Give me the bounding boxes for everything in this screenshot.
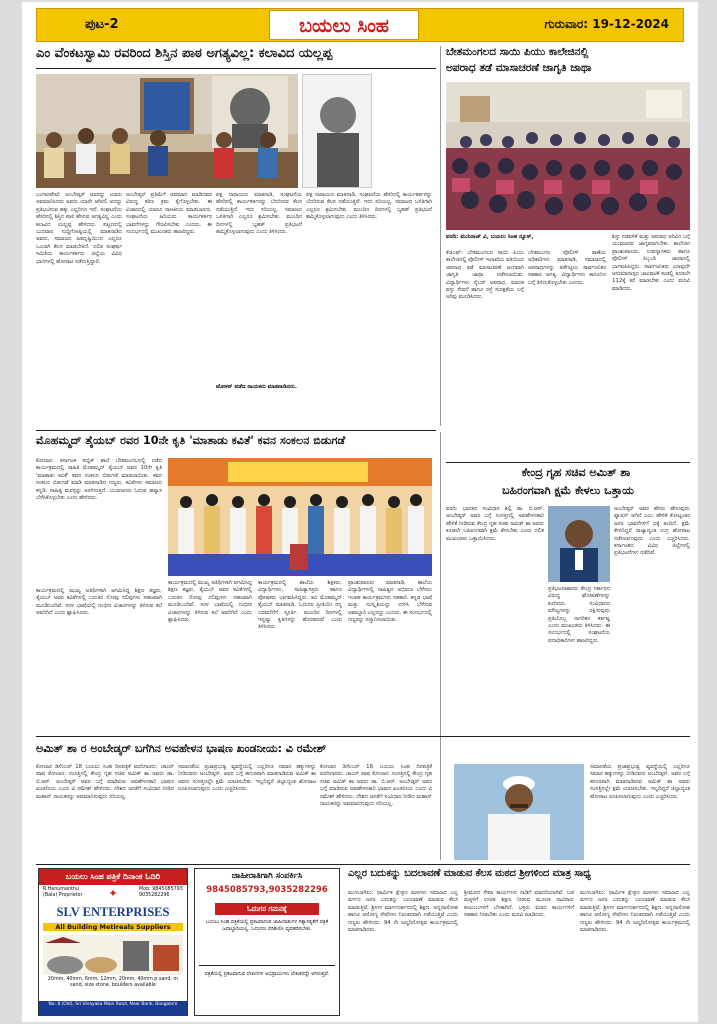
- story1-photo: [36, 74, 298, 188]
- footer-text: ಪತ್ರಿಕೆಯಲ್ಲಿ ಪ್ರಕಟವಾಗುವ ಲೇಖನಗಳ ಅಭಿಪ್ರಾಯಗಳು ಲೇಖಕರದ್ದೇ ಆಗಿರುತ್ತವೆ.: [204, 971, 330, 977]
- building-materials-image: [43, 935, 183, 975]
- divider: [199, 965, 335, 966]
- issue-date: ಗುರುವಾರ: 19-12-2024: [544, 17, 669, 31]
- classified-header: ಬಯಲು ಸಿಂಹ ಪತ್ರಿಕೆ ದಿನಾಂಕ ಓದಿರಿ: [39, 869, 187, 885]
- classified-ad: [38, 868, 188, 1016]
- advertise-header: ಜಾಹೀರಾತಿಗಾಗಿ ಸಂಪರ್ಕಿಸಿ: [231, 871, 303, 881]
- story3-headline: ಮೊಹಮ್ಮದ್ ತೈಯಬ್ ರವರ 10ನೇ ಕೃತಿ 'ಮಾತಾಡು ಕವಿತೆ' ಕವನ ಸಂಕಲನ ಬಿಡುಗಡೆ: [36, 434, 346, 447]
- story1-column-4: ಪಕ್ಷ ನಾರಾಯಣ ಮಾತನಾಡಿ, ಸಂಘಟನೆಯ ಹೆಸರಿನಲ್ಲಿ ಕಾರ್ಯಕರ್ತರನ್ನು ಬೆದರಿಸುವ ಕೆಲಸ ನಡೆಯುತ್ತಿದೆ. ಇದು ಸರಿಯಲ್ಲ. ಸಮಾಜದ ಒಳಿತಿಗಾಗಿ ಎಲ್ಲರೂ ಶ್ರಮಿಸಬೇಕು. ಮುಂದಿನ ದಿನಗಳಲ್ಲಿ ಬೃಹತ್ ಪ್ರತಿಭಟನೆ ಹಮ್ಮಿಕೊಳ್ಳಲಾಗುವುದು ಎಂದು ತಿಳಿಸಿದರು.: [306, 192, 432, 221]
- story6-column-3: ಮುಳಬಾಗಿಲು: ಧಾರ್ಮಿಕ ಕ್ಷೇತ್ರದ ಮಠಗಳು ಸಮಾಜದ ಎಲ್ಲ ವರ್ಗದ ಜನರ ಬದುಕನ್ನು ಬದಲಾವಣೆ ಮಾಡುವ ಕೆಲಸ ಮಾಡುತ್ತಿವೆ. ಶ್ರೀಗಳ ಮಾರ್ಗದರ್ಶನದಲ್ಲಿ ಶಿಕ್ಷಣ, ಅನ್ನದಾಸೋಹ ಹಾಗೂ ಆರೋಗ್ಯ ಸೇವೆಗಳು ನಿರಂತರವಾಗಿ ನಡೆಯುತ್ತಿವೆ ಎಂದು ಗಣ್ಯರು ಹೇಳಿದರು. 94 ನೇ ಜನ್ಮದಿನೋತ್ಸವ ಕಾರ್ಯಕ್ರಮದಲ್ಲಿ ಮಾತನಾಡಿದರು.: [580, 890, 690, 934]
- story2-headline-line2: ಅಪರಾಧ ತಡೆ ಮಾಸಾಚರಣೆ ಜಾಗೃತಿ ಜಾಥಾ: [446, 62, 592, 74]
- column-divider: [440, 432, 441, 860]
- story2-column-2: ಬೇತಮಂಗಲ ಪೊಲೀಸ್ ಠಾಣೆಯ ಅಧಿಕಾರಿಗಳು ಮಾತನಾಡಿ, ಸಮಾಜದಲ್ಲಿ ಅಪರಾಧಗಳನ್ನು ತಡೆಗಟ್ಟಲು ಸಾರ್ವಜನಿಕರ ಸಹಕಾರ ಅಗತ್ಯ. ವಿದ್ಯಾರ್ಥಿಗಳು ಕಾನೂನಿನ ಬಗ್ಗೆ ತಿಳಿದುಕೊಳ್ಳಬೇಕು ಎಂದರು.: [528, 250, 606, 286]
- story5-portrait: [454, 764, 584, 860]
- divider: [36, 430, 436, 431]
- divider: [446, 462, 690, 463]
- masthead: [36, 8, 684, 42]
- story5-column-4: ಸಮಾನತೆಯ ಪ್ರಜಾಪ್ರಭುತ್ವ ವ್ಯವಸ್ಥೆಯಲ್ಲಿ ಎಲ್ಲರಿಗೂ ಸಮಾನ ಹಕ್ಕುಗಳನ್ನು ನೀಡಿದವರು ಅಂಬೇಡ್ಕರ್. ಅವರ ಬಗ್ಗೆ ಹಗುರವಾಗಿ ಮಾತನಾಡಿರುವ ಅಮಿತ್ ಶಾ ಅವರು ಸಂಸತ್ತಿನಲ್ಲೇ ಕ್ಷಮೆ ಯಾಚಿಸಬೇಕು. ಇಲ್ಲದಿದ್ದರೆ ಜಿಲ್ಲಾದ್ಯಂತ ಹೋರಾಟ ರೂಪಿಸಲಾಗುವುದು ಎಂದು ಎಚ್ಚರಿಸಿದರು.: [590, 764, 690, 800]
- story4-headline-line1: ಕೇಂದ್ರ ಗೃಹ ಸಚಿವ ಅಮಿತ್ ಶಾ: [521, 466, 631, 479]
- story5-headline: ಅಮಿತ್ ಶಾ ರ ಅಂಬೇಡ್ಕರ್ ಬಗೆಗಿನ ಅವಹೇಳನ ಭಾಷಣ ಖಂಡನೀಯ: ವಿ ರಮೇಶ್: [36, 742, 327, 755]
- company-name: SLV ENTERPRISES: [56, 905, 170, 919]
- advertise-phones: 9845085793,9035282296: [206, 885, 328, 895]
- tagline: All Building Metireals Suppliers: [43, 923, 183, 931]
- story5-column-2: ಸಮಾನತೆಯ ಪ್ರಜಾಪ್ರಭುತ್ವ ವ್ಯವಸ್ಥೆಯಲ್ಲಿ ಎಲ್ಲರಿಗೂ ಸಮಾನ ಹಕ್ಕುಗಳನ್ನು ನೀಡಿದವರು ಅಂಬೇಡ್ಕರ್. ಅವರ ಬಗ್ಗೆ ಹಗುರವಾಗಿ ಮಾತನಾಡಿರುವ ಅಮಿತ್ ಶಾ ಅವರು ಸಂಸತ್ತಿನಲ್ಲೇ ಕ್ಷಮೆ ಯಾಚಿಸಬೇಕು. ಇಲ್ಲದಿದ್ದರೆ ಜಿಲ್ಲಾದ್ಯಂತ ಹೋರಾಟ ರೂಪಿಸಲಾಗುವುದು ಎಂದು ಎಚ್ಚರಿಸಿದರು.: [178, 764, 316, 793]
- column-divider: [440, 46, 441, 426]
- story2-reporter: ವರದಿ: ಮುನಿರಾಜ್ ವಿ, ಬಯಲು ಸಿಂಹ ನ್ಯೂಸ್,: [446, 234, 534, 240]
- divider: [36, 736, 690, 737]
- story2-headline-line1: ಬೇತಮಂಗಲದ ಸಾಯಿ ಪಿಯು ಕಾಲೇಜಿನಲ್ಲಿ: [446, 46, 589, 58]
- notice-title: ಓದುಗರ ಗಮನಕ್ಕೆ: [215, 903, 319, 915]
- address: No: 8 (Old), Sri Vinayaka Main Road, Near Bank, Bangalore: [39, 1001, 187, 1016]
- story4-headline-line2: ಬಹಿರಂಗವಾಗಿ ಕ್ಷಮೆ ಕೇಳಲು ಒತ್ತಾಯ: [502, 484, 634, 497]
- ganesha-icon: ✦: [108, 887, 118, 900]
- story6-column-2: ಶ್ರೀಮಠದ ಸೇವಾ ಕಾರ್ಯಗಳು ನಾಡಿಗೆ ಮಾದರಿಯಾಗಿವೆ. ಬಡ ಮಕ್ಕಳಿಗೆ ಉಚಿತ ಶಿಕ್ಷಣ ನೀಡುವ ಮೂಲಕ ಸಾವಿರಾರು ಕುಟುಂಬಗಳಿಗೆ ಬೆಳಕಾಗಿದೆ. ಭಕ್ತರು ಮಠದ ಕಾರ್ಯಗಳಿಗೆ ಸಹಕಾರ ನೀಡಬೇಕು ಎಂದು ಮನವಿ ಮಾಡಿದರು.: [464, 890, 574, 919]
- story3-photo: [168, 458, 432, 576]
- story2-photo: [446, 82, 690, 230]
- story5-column-1: ಕೋಲಾರ ಡಿಸೆಂಬರ್ 18 ಬಯಲು ಸಿಂಹ ದಿನಪತ್ರಿಕೆ ವರದಿಗಾರರು: ಚಾಂದ್ ಪಾಷ ಕೋಲಾರ: ಸಂಸತ್ತಿನಲ್ಲಿ ಕೇಂದ್ರ ಗೃಹ ಸಚಿವ ಅಮಿತ್ ಶಾ ಅವರು ಡಾ. ಬಿ.ಆರ್. ಅಂಬೇಡ್ಕರ್ ಅವರ ಬಗ್ಗೆ ಮಾಡಿರುವ ಅವಹೇಳನಕಾರಿ ಭಾಷಣ ಖಂಡನೀಯ ಎಂದು ವಿ ರಮೇಶ್ ಹೇಳಿದರು. ದೇಶದ ಜನತೆಗೆ ಸಂವಿಧಾನ ನೀಡಿದ ಮಹಾನ್ ನಾಯಕರನ್ನು ಅವಮಾನಿಸುವುದು ಸರಿಯಲ್ಲ.: [36, 764, 174, 800]
- story2-column-3: ಶಿಸ್ತು ನಡವಳಿಕೆ ಮತ್ತು ಅಪರಾಧ ಅರಿವಿನ ಬಗ್ಗೆ ಯುವಜನರು ಜಾಗೃತರಾಗಬೇಕು. ಕಾಲೇಜಿನ ಪ್ರಾಂಶುಪಾಲರು, ಉಪನ್ಯಾಸಕರು ಹಾಗೂ ಪೊಲೀಸ್ ಸಿಬ್ಬಂದಿ ಜಾಥಾದಲ್ಲಿ ಭಾಗವಹಿಸಿದ್ದರು. ಸಾರ್ವಜನಿಕರು ಯಾವುದೇ ಅನುಮಾನಾಸ್ಪದ ಚಟುವಟಿಕೆ ಕಂಡಲ್ಲಿ ಕೂಡಲೇ 112ಕ್ಕೆ ಕರೆ ಮಾಡಬೇಕು ಎಂದು ಮನವಿ ಮಾಡಿದರು.: [612, 234, 690, 292]
- story4-column-1: ವರದಿ: ಭಾರತದ ಸಂವಿಧಾನ ಶಿಲ್ಪಿ ಡಾ. ಬಿ.ಆರ್. ಅಂಬೇಡ್ಕರ್ ಅವರ ಬಗ್ಗೆ ಸಂಸತ್ತಿನಲ್ಲಿ ಅವಹೇಳನಕಾರಿ ಹೇಳಿಕೆ ನೀಡಿರುವ ಕೇಂದ್ರ ಗೃಹ ಸಚಿವ ಅಮಿತ್ ಶಾ ಅವರು ಕೂಡಲೇ ಬಹಿರಂಗವಾಗಿ ಕ್ಷಮೆ ಕೇಳಬೇಕು ಎಂದು ದಲಿತ ಮುಖಂಡರು ಒತ್ತಾಯಿಸಿದರು.: [446, 506, 544, 542]
- story1-column-2: ಅಂಬೇಡ್ಕರ್ ಪ್ರತಿಮೆಗೆ ಅವಮಾನ ಮಾಡಿದವರ ವಿರುದ್ಧ ಕಠಿಣ ಕ್ರಮ ಕೈಗೊಳ್ಳಬೇಕು. ಈ ವಿಚಾರದಲ್ಲಿ ಯಾರೂ ರಾಜಕೀಯ ಮಾಡಬಾರದು. ಸಂಘಟನೆಯ ಹಿರಿಯರು ಕಾರ್ಯಕರ್ತರ ಭಾವನೆಗಳನ್ನು ಗೌರವಿಸಬೇಕು ಎಂದರು. ಈ ಸಂದರ್ಭದಲ್ಲಿ ಮುಖಂಡರು ಹಾಜರಿದ್ದರು.: [126, 192, 212, 236]
- notice-text: ಬಯಲು ಸಿಂಹ ಪತ್ರಿಕೆಯಲ್ಲಿ ಪ್ರಕಟವಾಗುವ ಜಾಹೀರಾತುಗಳ ಸತ್ಯಾಸತ್ಯತೆಗೆ ಪತ್ರಿಕೆ ಜವಾಬ್ದಾರಿಯಲ್ಲ. ಓದುಗರು ಪರಿಶೀಲಿಸಿ ವ್ಯವಹರಿಸಬೇಕು.: [205, 919, 329, 932]
- story2-column-1: ಕೆಜಿಎಫ್: ಬೇತಮಂಗಲದ ಸಾಯಿ ಪಿಯು ಕಾಲೇಜಿನಲ್ಲಿ ಪೊಲೀಸ್ ಇಲಾಖೆಯ ವತಿಯಿಂದ ಅಪರಾಧ ತಡೆ ಮಾಸಾಚರಣೆ ಅಂಗವಾಗಿ ಜಾಗೃತಿ ಜಾಥಾ ನಡೆಸಲಾಯಿತು. ವಿದ್ಯಾರ್ಥಿಗಳು ಸೈಬರ್ ಅಪರಾಧ, ಮಾದಕ ವಸ್ತು ಸೇವನೆ ಹಾಗೂ ರಸ್ತೆ ಸುರಕ್ಷತೆಯ ಬಗ್ಗೆ ಅರಿವು ಮೂಡಿಸಿದರು.: [446, 250, 524, 301]
- story4-portrait: [548, 506, 610, 582]
- story6-column-1: ಮುಳಬಾಗಿಲು: ಧಾರ್ಮಿಕ ಕ್ಷೇತ್ರದ ಮಠಗಳು ಸಮಾಜದ ಎಲ್ಲ ವರ್ಗದ ಜನರ ಬದುಕನ್ನು ಬದಲಾವಣೆ ಮಾಡುವ ಕೆಲಸ ಮಾಡುತ್ತಿವೆ. ಶ್ರೀಗಳ ಮಾರ್ಗದರ್ಶನದಲ್ಲಿ ಶಿಕ್ಷಣ, ಅನ್ನದಾಸೋಹ ಹಾಗೂ ಆರೋಗ್ಯ ಸೇವೆಗಳು ನಿರಂತರವಾಗಿ ನಡೆಯುತ್ತಿವೆ ಎಂದು ಗಣ್ಯರು ಹೇಳಿದರು. 94 ನೇ ಜನ್ಮದಿನೋತ್ಸವ ಕಾರ್ಯಕ್ರಮದಲ್ಲಿ ಮಾತನಾಡಿದರು.: [348, 890, 458, 934]
- story3-column-2: ಕಾರ್ಯಕ್ರಮದಲ್ಲಿ ಮುಖ್ಯ ಅತಿಥಿಗಳಾಗಿ ಆಗಮಿಸಿದ್ದ ಶಿಕ್ಷಣ ತಜ್ಞರು, ತೈಯಬ್ ಅವರ ಕವಿತೆಗಳಲ್ಲಿ ಬದುಕಿನ ನೋವು ನಲಿವುಗಳು ಸಹಜವಾಗಿ ಮೂಡಿಬಂದಿವೆ. ಸರಳ ಭಾಷೆಯಲ್ಲಿ ಗಂಭೀರ ವಿಚಾರಗಳನ್ನು ತಿಳಿಸುವ ಕಲೆ ಅವರಿಗಿದೆ ಎಂದು ಶ್ಲಾಘಿಸಿದರು.: [168, 580, 252, 624]
- story3-column-5: ಕಾರ್ಯಕ್ರಮದಲ್ಲಿ ಮುಖ್ಯ ಅತಿಥಿಗಳಾಗಿ ಆಗಮಿಸಿದ್ದ ಶಿಕ್ಷಣ ತಜ್ಞರು, ತೈಯಬ್ ಅವರ ಕವಿತೆಗಳಲ್ಲಿ ಬದುಕಿನ ನೋವು ನಲಿವುಗಳು ಸಹಜವಾಗಿ ಮೂಡಿಬಂದಿವೆ. ಸರಳ ಭಾಷೆಯಲ್ಲಿ ಗಂಭೀರ ವಿಚಾರಗಳನ್ನು ತಿಳಿಸುವ ಕಲೆ ಅವರಿಗಿದೆ ಎಂದು ಶ್ಲಾಘಿಸಿದರು.: [36, 588, 162, 617]
- proprietor: R.Hanumanthu (Bala) Proprietor: [43, 887, 83, 898]
- story3-column-4: ಪ್ರಾಂಶುಪಾಲರು ಮಾತನಾಡಿ, ಶಾಲೆಯ ವಿದ್ಯಾರ್ಥಿಗಳಲ್ಲಿ ಸಾಹಿತ್ಯದ ಅಭಿರುಚಿ ಬೆಳೆಸಲು ಇಂತಹ ಕಾರ್ಯಕ್ರಮಗಳು ಸಹಕಾರಿ. ಕನ್ನಡ ಭಾಷೆ ಮತ್ತು ಸಂಸ್ಕೃತಿಯನ್ನು ಉಳಿಸಿ ಬೆಳೆಸುವ ಜವಾಬ್ದಾರಿ ಎಲ್ಲರದ್ದು ಎಂದರು. ಈ ಸಂದರ್ಭದಲ್ಲಿ ಗಣ್ಯರನ್ನು ಸನ್ಮಾನಿಸಲಾಯಿತು.: [348, 580, 432, 624]
- story1-byline: ಟೋಕನ್ ಪಡೆದ ನಾಯಕರು ಮಾತನಾಡಿದರು.: [216, 384, 298, 390]
- items-list: 20mm, 40mm, 6mm, 12mm, 20mm, 40mm p sand, m sand, size stone, boulders available: [47, 977, 179, 988]
- story1-portrait: [302, 74, 372, 188]
- story1-column-3: ಪಕ್ಷ ನಾರಾಯಣ ಮಾತನಾಡಿ, ಸಂಘಟನೆಯ ಹೆಸರಿನಲ್ಲಿ ಕಾರ್ಯಕರ್ತರನ್ನು ಬೆದರಿಸುವ ಕೆಲಸ ನಡೆಯುತ್ತಿದೆ. ಇದು ಸರಿಯಲ್ಲ. ಸಮಾಜದ ಒಳಿತಿಗಾಗಿ ಎಲ್ಲರೂ ಶ್ರಮಿಸಬೇಕು. ಮುಂದಿನ ದಿನಗಳಲ್ಲಿ ಬೃಹತ್ ಪ್ರತಿಭಟನೆ ಹಮ್ಮಿಕೊಳ್ಳಲಾಗುವುದು ಎಂದು ತಿಳಿಸಿದರು.: [216, 192, 302, 236]
- contact-box: [194, 868, 340, 1016]
- page-number: ಪುಟ-2: [85, 17, 119, 32]
- story1-column-1: ಬಂಗಾರಪೇಟೆ: ಅಂಬೇಡ್ಕರ್ ಅವರನ್ನು ಯಾರು ಅವಮಾನಿಸಿದರು ಅವರು ಯಾರೇ ಆಗಿರಲಿ ಅದನ್ನು ಪ್ರತಿಭಟಿಸುವ ಹಕ್ಕು ಎಲ್ಲರಿಗೂ ಇದೆ. ಸಂಘಟನೆಯ ಹೆಸರಿನಲ್ಲಿ ಶಿಸ್ತಿನ ಪಾಠ ಹೇಳುವ ಅಗತ್ಯವಿಲ್ಲ ಎಂದು ಕಲಾವಿದ ಯಲ್ಲಪ್ಪ ಹೇಳಿದರು. ಪಟ್ಟಣದಲ್ಲಿ ಬುಧವಾರ ಸುದ್ದಿಗೋಷ್ಠಿಯಲ್ಲಿ ಮಾತನಾಡಿದ ಅವರು, ಸಮಾಜದ ಹಿತದೃಷ್ಟಿಯಿಂದ ಎಲ್ಲರೂ ಒಂದಾಗಿ ಕೆಲಸ ಮಾಡಬೇಕಿದೆ. ದಲಿತ ಸಂಘರ್ಷ ಸಮಿತಿಯ ಕಾರ್ಯಕರ್ತರು ಜಿಲ್ಲೆಯ ವಿವಿಧ ಭಾಗಗಳಲ್ಲಿ ಹೋರಾಟ ನಡೆಸುತ್ತಿದ್ದಾರೆ.: [36, 192, 122, 265]
- phone-numbers: Mob: 9845085793 9035282296: [139, 887, 183, 898]
- story5-column-3: ಕೋಲಾರ ಡಿಸೆಂಬರ್ 18 ಬಯಲು ಸಿಂಹ ದಿನಪತ್ರಿಕೆ ವರದಿಗಾರರು: ಚಾಂದ್ ಪಾಷ ಕೋಲಾರ: ಸಂಸತ್ತಿನಲ್ಲಿ ಕೇಂದ್ರ ಗೃಹ ಸಚಿವ ಅಮಿತ್ ಶಾ ಅವರು ಡಾ. ಬಿ.ಆರ್. ಅಂಬೇಡ್ಕರ್ ಅವರ ಬಗ್ಗೆ ಮಾಡಿರುವ ಅವಹೇಳನಕಾರಿ ಭಾಷಣ ಖಂಡನೀಯ ಎಂದು ವಿ ರಮೇಶ್ ಹೇಳಿದರು. ದೇಶದ ಜನತೆಗೆ ಸಂವಿಧಾನ ನೀಡಿದ ಮಹಾನ್ ನಾಯಕರನ್ನು ಅವಮಾನಿಸುವುದು ಸರಿಯಲ್ಲ.: [320, 764, 432, 808]
- story1-headline: ಎಂ ವೆಂಕಟಸ್ವಾಮಿ ರವರಿಂದ ಶಿಸ್ತಿನ ಪಾಠ ಅಗತ್ಯವಿಲ್ಲ: ಕಲಾವಿದ ಯಲ್ಲಪ್ಪ: [36, 46, 333, 61]
- divider: [36, 864, 690, 865]
- newspaper-page: [22, 2, 698, 1022]
- story4-column-2: ಅಂಬೇಡ್ಕರ್ ಅವರ ಹೆಸರು ಹೇಳುವುದು ಫ್ಯಾಷನ್ ಆಗಿದೆ ಎಂಬ ಹೇಳಿಕೆ ಕೋಟ್ಯಂತರ ಜನರ ಭಾವನೆಗಳಿಗೆ ಧಕ್ಕೆ ತಂದಿದೆ. ಕ್ಷಮೆ ಕೇಳದಿದ್ದರೆ ರಾಜ್ಯಾದ್ಯಂತ ಉಗ್ರ ಹೋರಾಟ ನಡೆಸಲಾಗುವುದು ಎಂದು ಎಚ್ಚರಿಸಿದರು. ಕರ್ನಾಟಕದ ವಿವಿಧ ಜಿಲ್ಲೆಗಳಲ್ಲಿ ಪ್ರತಿಭಟನೆಗಳು ನಡೆದಿವೆ.: [614, 506, 690, 557]
- story3-column-3: ಕಾರ್ಯಕ್ರಮದಲ್ಲಿ ಶಾಲೆಯ ಶಿಕ್ಷಕರು, ವಿದ್ಯಾರ್ಥಿಗಳು, ಸಾಹಿತ್ಯಾಸಕ್ತರು ಹಾಗೂ ಪೋಷಕರು ಭಾಗವಹಿಸಿದ್ದರು. ಕವಿ ಮೊಹಮ್ಮದ್ ತೈಯಬ್ ಮಾತನಾಡಿ, ಓದುಗರ ಪ್ರೀತಿಯೇ ನನ್ನ ಬರವಣಿಗೆಗೆ ಸ್ಫೂರ್ತಿ. ಮುಂದಿನ ದಿನಗಳಲ್ಲಿ ಇನ್ನಷ್ಟು ಕೃತಿಗಳನ್ನು ಹೊರತರುವೆ ಎಂದು ತಿಳಿಸಿದರು.: [258, 580, 342, 631]
- newspaper-title: ಬಯಲು ಸಿಂಹ: [269, 10, 419, 40]
- story6-headline: ಎಲ್ಲರ ಬದುಕನ್ನು ಬದಲಾವಣೆ ಮಾಡುವ ಕೆಲಸ ಮಠದ ಶ್ರೀಗಳಿಂದ ಮಾತ್ರ ಸಾಧ್ಯ: [348, 868, 591, 879]
- story4-column-3: ಪ್ರತಿಭಟನಾಕಾರರು ಕೇಂದ್ರ ಸರ್ಕಾರದ ವಿರುದ್ಧ ಘೋಷಣೆಗಳನ್ನು ಕೂಗಿದರು. ಸಂವಿಧಾನದ ಮೌಲ್ಯಗಳನ್ನು ರಕ್ಷಿಸುವುದು ಪ್ರತಿಯೊಬ್ಬ ನಾಗರಿಕನ ಕರ್ತವ್ಯ ಎಂದು ಮುಖಂಡರು ತಿಳಿಸಿದರು. ಈ ಸಂದರ್ಭದಲ್ಲಿ ಸಂಘಟನೆಯ ಪದಾಧಿಕಾರಿಗಳು ಹಾಜರಿದ್ದರು.: [548, 586, 610, 644]
- story3-column-1: ಕೋಲಾರ: ಕರ್ನಾಟಕ ಪಬ್ಲಿಕ್ ಶಾಲೆ ಬೇತಮಂಗಲದಲ್ಲಿ ನಡೆದ ಕಾರ್ಯಕ್ರಮದಲ್ಲಿ ಸಾಹಿತಿ ಮೊಹಮ್ಮದ್ ತೈಯಬ್ ಅವರ 10ನೇ ಕೃತಿ 'ಮಾತಾಡು ಕವಿತೆ' ಕವನ ಸಂಕಲನ ಬಿಡುಗಡೆ ಮಾಡಲಾಯಿತು. ಕವನ ಸಂಕಲನ ಬಿಡುಗಡೆ ಮಾಡಿ ಮಾತನಾಡಿದ ಗಣ್ಯರು, ಕವಿತೆಗಳು ಸಮಾಜದ ಕನ್ನಡಿ. ಸಾಹಿತ್ಯ ಮನಸ್ಸನ್ನು ಅರಳಿಸುತ್ತದೆ. ಯುವಜನರು ಓದುವ ಹವ್ಯಾಸ ಬೆಳೆಸಿಕೊಳ್ಳಬೇಕು ಎಂದು ಹೇಳಿದರು.: [36, 458, 162, 502]
- divider: [36, 68, 436, 69]
